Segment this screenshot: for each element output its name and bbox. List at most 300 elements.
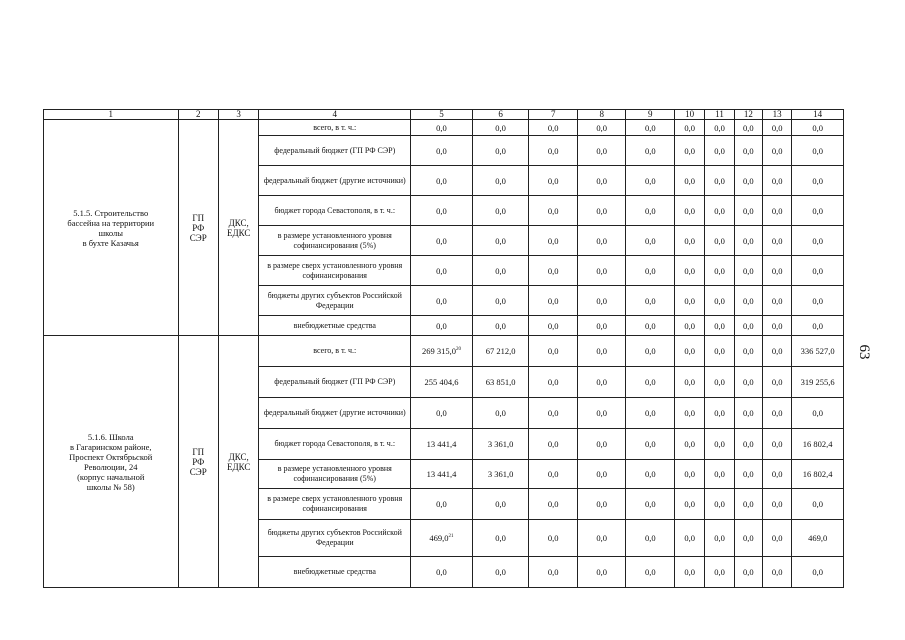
value-cell — [734, 136, 762, 166]
column-number: 13 — [762, 110, 791, 120]
value-cell — [762, 520, 791, 557]
value-text: 0,0 — [644, 205, 656, 216]
value-text: 0,0 — [743, 320, 754, 331]
value-cell — [675, 429, 705, 460]
value-cell — [762, 367, 791, 398]
value-cell — [472, 136, 529, 166]
measure-name-line: 5.1.5. Строительство — [73, 207, 149, 218]
value-cell — [472, 336, 529, 367]
value-cell — [762, 316, 791, 336]
value-cell — [675, 256, 705, 286]
value-cell — [734, 166, 762, 196]
funding-source: бюджеты других субъектов Российской Федерации — [259, 520, 411, 557]
value-text: 0,0 — [743, 205, 754, 216]
value-cell — [762, 226, 791, 256]
value-cell — [472, 520, 529, 557]
value-text: 0,0 — [644, 346, 656, 356]
value-cell — [675, 196, 705, 226]
value-cell — [529, 398, 578, 429]
value-cell — [792, 166, 844, 196]
value-cell — [705, 286, 734, 316]
value-cell — [577, 136, 626, 166]
value-text: 0,0 — [771, 145, 783, 156]
value-cell — [626, 557, 675, 588]
value-text: 0,0 — [812, 175, 823, 186]
measure-name-line: (корпус начальной — [77, 471, 145, 482]
value-text: 0,0 — [547, 533, 559, 543]
value-text: 0,0 — [547, 346, 559, 356]
value-text: 0,0 — [684, 567, 695, 577]
value-cell — [577, 336, 626, 367]
value-text: 0,0 — [596, 533, 608, 543]
value-text: 0,0 — [812, 567, 823, 577]
value-text: 0,0 — [495, 295, 506, 306]
value-cell — [705, 166, 734, 196]
value-cell — [734, 489, 762, 520]
value-cell — [411, 460, 473, 489]
value-cell — [675, 367, 705, 398]
value-text: 0,0 — [495, 122, 506, 133]
value-cell — [529, 489, 578, 520]
value-cell — [577, 557, 626, 588]
value-cell — [705, 136, 734, 166]
table-row — [44, 336, 844, 367]
value-text: 13 441,4 — [426, 469, 457, 479]
value-text: 0,0 — [771, 377, 783, 387]
value-cell — [626, 256, 675, 286]
value-text: 0,0 — [596, 265, 608, 276]
value-text: 0,0 — [714, 439, 725, 449]
program-code-line: ГП — [192, 446, 205, 457]
value-text: 0,0 — [547, 408, 559, 418]
value-cell — [734, 196, 762, 226]
column-number: 14 — [792, 110, 844, 120]
funding-source: в размере сверх установленного уровня софинансирования — [259, 489, 411, 520]
value-cell — [675, 136, 705, 166]
value-cell — [472, 196, 529, 226]
value-cell — [626, 286, 675, 316]
value-text: 0,0 — [596, 122, 608, 133]
value-text: 0,0 — [812, 145, 823, 156]
value-cell — [626, 226, 675, 256]
value-cell — [705, 367, 734, 398]
value-text: 0,0 — [714, 567, 725, 577]
measure-name-line: в бухте Казачья — [82, 237, 139, 248]
measure-name-line: в Гагаринском районе, — [69, 441, 152, 452]
value-cell — [577, 489, 626, 520]
value-cell — [792, 286, 844, 316]
value-cell — [577, 398, 626, 429]
value-text: 0,0 — [644, 377, 656, 387]
funding-source: федеральный бюджет (другие источники) — [259, 166, 411, 196]
value-text: 0,0 — [684, 320, 695, 331]
value-text: 0,0 — [684, 265, 695, 276]
value-cell — [762, 557, 791, 588]
value-cell — [762, 120, 791, 136]
value-text: 469,0 — [808, 533, 828, 543]
value-text: 0,0 — [771, 295, 783, 306]
value-cell — [792, 196, 844, 226]
value-cell — [577, 196, 626, 226]
value-text: 0,0 — [436, 265, 447, 276]
funding-source: в размере установленного уровня софинансирования (5%) — [259, 226, 411, 256]
value-text: 0,0 — [684, 205, 695, 216]
value-text: 0,0 — [684, 377, 695, 387]
value-text: 0,0 — [495, 235, 506, 246]
value-text: 0,0 — [495, 533, 506, 543]
executor-code — [218, 336, 258, 588]
value-cell — [411, 226, 473, 256]
value-cell — [626, 120, 675, 136]
value-cell — [529, 520, 578, 557]
value-text: 0,0 — [644, 295, 656, 306]
value-text: 16 802,4 — [802, 439, 833, 449]
value-text: 0,0 — [644, 122, 656, 133]
value-text: 319 255,6 — [800, 377, 835, 387]
budget-table — [43, 109, 844, 588]
value-cell — [705, 520, 734, 557]
value-cell — [762, 489, 791, 520]
value-text: 469,0 — [429, 533, 449, 543]
funding-source: в размере сверх установленного уровня софинансирования — [259, 256, 411, 286]
column-number: 6 — [472, 110, 529, 120]
value-cell — [577, 256, 626, 286]
value-text: 0,0 — [743, 145, 754, 156]
value-cell — [529, 316, 578, 336]
value-cell — [705, 316, 734, 336]
value-text: 0,0 — [743, 175, 754, 186]
value-text: 0,0 — [644, 439, 656, 449]
value-cell — [734, 336, 762, 367]
value-text: 0,0 — [596, 377, 608, 387]
value-cell — [705, 226, 734, 256]
value-cell — [734, 256, 762, 286]
value-text: 3 361,0 — [487, 469, 514, 479]
value-cell — [762, 398, 791, 429]
value-cell — [705, 196, 734, 226]
value-cell — [705, 429, 734, 460]
funding-source: федеральный бюджет (ГП РФ СЭР) — [259, 136, 411, 166]
value-cell — [411, 520, 473, 557]
value-cell — [577, 316, 626, 336]
value-text: 0,0 — [684, 346, 695, 356]
column-number: 4 — [259, 110, 411, 120]
value-cell — [762, 336, 791, 367]
value-text: 0,0 — [714, 377, 725, 387]
footnote-marker: 20 — [455, 347, 461, 353]
value-cell — [411, 316, 473, 336]
value-cell — [626, 520, 675, 557]
value-cell — [762, 429, 791, 460]
funding-source: внебюджетные средства — [259, 557, 411, 588]
value-cell — [626, 136, 675, 166]
value-text: 0,0 — [743, 265, 754, 276]
executor-code — [218, 120, 258, 336]
value-text: 0,0 — [547, 122, 559, 133]
value-text: 0,0 — [684, 469, 695, 479]
value-cell — [577, 286, 626, 316]
value-text: 0,0 — [547, 499, 559, 509]
value-text: 0,0 — [644, 175, 656, 186]
executor-code-line: ДКС, — [228, 217, 249, 228]
value-cell — [472, 120, 529, 136]
value-cell — [792, 489, 844, 520]
value-cell — [675, 120, 705, 136]
value-text: 0,0 — [771, 567, 783, 577]
value-text: 0,0 — [436, 145, 447, 156]
value-text: 0,0 — [596, 469, 608, 479]
value-text: 0,0 — [771, 346, 783, 356]
value-text: 0,0 — [547, 145, 559, 156]
value-cell — [705, 120, 734, 136]
value-text: 0,0 — [495, 408, 506, 418]
value-text: 0,0 — [771, 265, 783, 276]
funding-source: бюджет города Севастополя, в т. ч.: — [259, 196, 411, 226]
value-text: 336 527,0 — [800, 346, 835, 356]
value-text: 0,0 — [743, 122, 754, 133]
value-cell — [675, 286, 705, 316]
column-number: 5 — [411, 110, 473, 120]
value-cell — [734, 316, 762, 336]
value-text: 0,0 — [714, 499, 725, 509]
value-text: 0,0 — [644, 320, 656, 331]
value-text: 0,0 — [714, 320, 725, 331]
value-text: 0,0 — [495, 175, 506, 186]
value-text: 0,0 — [547, 320, 559, 331]
value-text: 0,0 — [547, 175, 559, 186]
value-cell — [577, 120, 626, 136]
value-text: 0,0 — [812, 499, 823, 509]
value-cell — [734, 557, 762, 588]
value-text: 0,0 — [743, 346, 754, 356]
value-text: 0,0 — [714, 175, 725, 186]
value-text: 0,0 — [684, 408, 695, 418]
value-text: 0,0 — [596, 295, 608, 306]
value-text: 0,0 — [743, 469, 754, 479]
measure-name — [44, 120, 179, 336]
value-text: 0,0 — [714, 122, 725, 133]
value-text: 0,0 — [436, 235, 447, 246]
value-cell — [529, 460, 578, 489]
value-text: 0,0 — [714, 533, 725, 543]
value-text: 0,0 — [436, 175, 447, 186]
funding-source: федеральный бюджет (другие источники) — [259, 398, 411, 429]
value-cell — [734, 460, 762, 489]
column-number: 1 — [44, 110, 179, 120]
value-cell — [675, 166, 705, 196]
value-text: 0,0 — [644, 235, 656, 246]
value-cell — [472, 286, 529, 316]
measure-name-line: 5.1.6. Школа — [87, 431, 134, 442]
value-cell — [792, 429, 844, 460]
value-cell — [626, 316, 675, 336]
value-text: 0,0 — [596, 175, 608, 186]
value-cell — [626, 196, 675, 226]
value-text: 0,0 — [596, 346, 608, 356]
value-text: 0,0 — [644, 469, 656, 479]
value-cell — [472, 429, 529, 460]
value-text: 0,0 — [436, 205, 447, 216]
value-text: 0,0 — [743, 439, 754, 449]
value-text: 269 315,0 — [421, 346, 456, 356]
value-text: 0,0 — [743, 499, 754, 509]
value-text: 0,0 — [644, 499, 656, 509]
value-cell — [529, 226, 578, 256]
value-cell — [734, 520, 762, 557]
funding-source: бюджеты других субъектов Российской Федерации — [259, 286, 411, 316]
value-cell — [529, 429, 578, 460]
value-text: 0,0 — [714, 265, 725, 276]
value-cell — [472, 367, 529, 398]
value-text: 0,0 — [684, 175, 695, 186]
value-cell — [411, 429, 473, 460]
value-text: 0,0 — [644, 265, 656, 276]
value-cell — [734, 367, 762, 398]
value-text: 0,0 — [547, 295, 559, 306]
value-text: 0,0 — [743, 295, 754, 306]
value-text: 0,0 — [547, 235, 559, 246]
header-row — [44, 110, 844, 120]
value-cell — [529, 136, 578, 166]
value-cell — [705, 557, 734, 588]
funding-source: внебюджетные средства — [259, 316, 411, 336]
value-text: 0,0 — [812, 205, 823, 216]
value-text: 0,0 — [495, 265, 506, 276]
value-text: 0,0 — [812, 235, 823, 246]
value-cell — [762, 286, 791, 316]
value-text: 0,0 — [714, 145, 725, 156]
value-cell — [411, 398, 473, 429]
value-text: 0,0 — [743, 377, 754, 387]
value-cell — [626, 489, 675, 520]
value-cell — [792, 398, 844, 429]
value-text: 0,0 — [771, 408, 783, 418]
column-number: 11 — [705, 110, 734, 120]
value-text: 0,0 — [436, 295, 447, 306]
value-text: 0,0 — [644, 567, 656, 577]
column-number: 2 — [178, 110, 218, 120]
footnote-marker: 21 — [448, 534, 454, 540]
table-row — [44, 120, 844, 136]
value-text: 0,0 — [644, 533, 656, 543]
value-text: 0,0 — [771, 469, 783, 479]
column-number: 3 — [218, 110, 258, 120]
value-cell — [529, 336, 578, 367]
value-cell — [411, 336, 473, 367]
value-text: 3 361,0 — [487, 439, 514, 449]
value-cell — [472, 398, 529, 429]
value-cell — [411, 120, 473, 136]
value-cell — [411, 557, 473, 588]
value-text: 0,0 — [684, 122, 695, 133]
value-text: 0,0 — [771, 175, 783, 186]
value-cell — [577, 367, 626, 398]
value-text: 0,0 — [495, 320, 506, 331]
value-text: 63 851,0 — [485, 377, 516, 387]
value-cell — [411, 489, 473, 520]
program-code — [178, 336, 218, 588]
value-cell — [705, 256, 734, 286]
executor-code-line: ЕДКС — [226, 227, 251, 238]
column-number: 8 — [577, 110, 626, 120]
page-number: 63 — [856, 344, 872, 360]
value-text: 0,0 — [743, 567, 754, 577]
value-cell — [529, 367, 578, 398]
value-text: 16 802,4 — [802, 469, 833, 479]
value-cell — [626, 460, 675, 489]
value-cell — [577, 520, 626, 557]
value-cell — [472, 226, 529, 256]
value-cell — [762, 136, 791, 166]
value-cell — [411, 136, 473, 166]
value-cell — [734, 226, 762, 256]
value-cell — [705, 398, 734, 429]
executor-code-line: ЕДКС — [226, 461, 251, 472]
value-text: 0,0 — [644, 408, 656, 418]
value-text: 0,0 — [684, 235, 695, 246]
value-text: 0,0 — [547, 567, 559, 577]
value-cell — [411, 166, 473, 196]
funding-source: всего, в т. ч.: — [259, 120, 411, 136]
value-text: 0,0 — [684, 499, 695, 509]
value-cell — [472, 460, 529, 489]
value-text: 0,0 — [495, 145, 506, 156]
value-text: 0,0 — [771, 235, 783, 246]
value-text: 0,0 — [684, 295, 695, 306]
value-text: 0,0 — [436, 122, 447, 133]
value-cell — [411, 196, 473, 226]
value-text: 0,0 — [812, 408, 823, 418]
value-cell — [762, 256, 791, 286]
value-cell — [472, 256, 529, 286]
value-text: 0,0 — [714, 235, 725, 246]
value-text: 0,0 — [771, 320, 783, 331]
value-cell — [792, 336, 844, 367]
value-text: 67 212,0 — [485, 346, 516, 356]
column-number: 12 — [734, 110, 762, 120]
value-cell — [529, 557, 578, 588]
value-cell — [411, 367, 473, 398]
value-cell — [626, 336, 675, 367]
measure-name-line: бассейна на территории — [67, 217, 155, 228]
value-cell — [762, 460, 791, 489]
value-text: 0,0 — [547, 265, 559, 276]
measure-name-line: школы — [98, 227, 123, 238]
executor-code-line: ДКС, — [228, 451, 249, 462]
value-text: 0,0 — [436, 408, 447, 418]
value-text: 0,0 — [495, 499, 506, 509]
value-text: 0,0 — [684, 533, 695, 543]
funding-source: всего, в т. ч.: — [259, 336, 411, 367]
value-text: 0,0 — [714, 469, 725, 479]
value-text: 0,0 — [714, 295, 725, 306]
value-text: 0,0 — [771, 122, 783, 133]
value-cell — [762, 166, 791, 196]
value-text: 0,0 — [596, 205, 608, 216]
value-text: 0,0 — [596, 145, 608, 156]
value-cell — [529, 286, 578, 316]
value-text: 0,0 — [547, 439, 559, 449]
value-text: 0,0 — [495, 567, 506, 577]
value-cell — [675, 398, 705, 429]
measure-name-line: школы № 58) — [86, 481, 135, 492]
value-text: 0,0 — [714, 205, 725, 216]
value-text: 0,0 — [596, 439, 608, 449]
program-code-line: СЭР — [189, 232, 207, 243]
value-cell — [472, 316, 529, 336]
value-text: 0,0 — [812, 295, 823, 306]
measure-name — [44, 336, 179, 588]
